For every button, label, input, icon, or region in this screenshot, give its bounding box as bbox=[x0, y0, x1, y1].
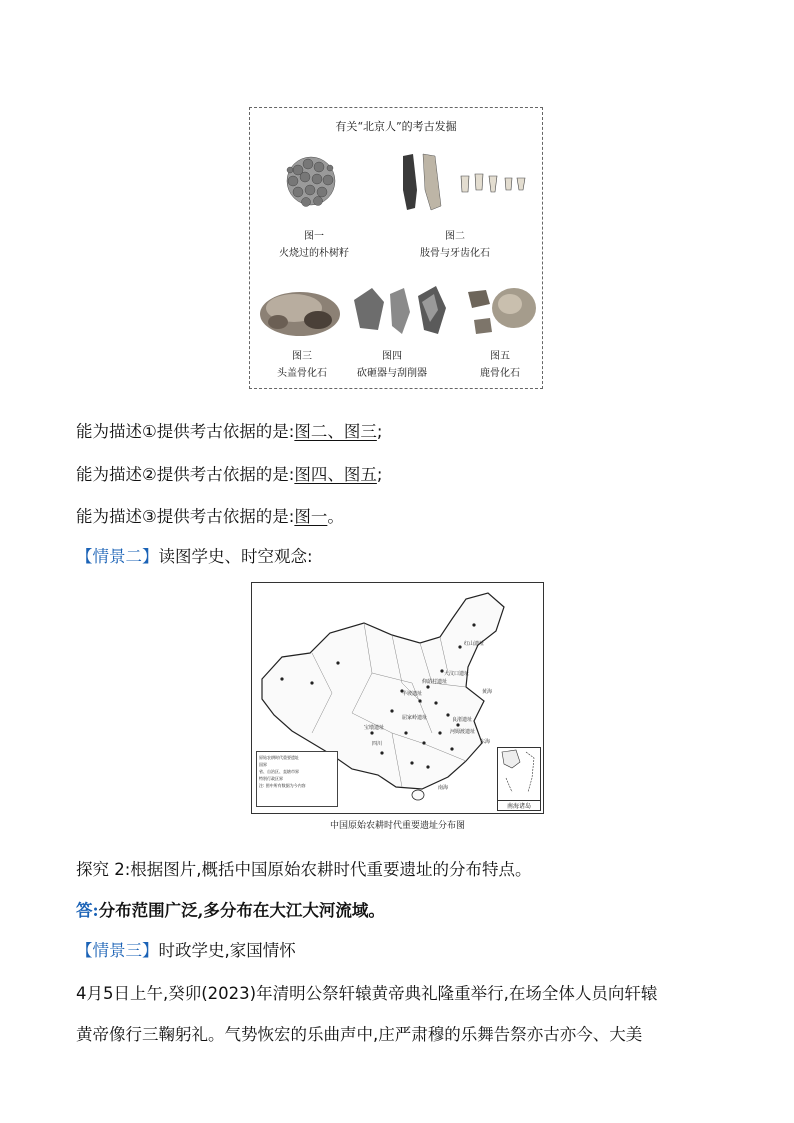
map-label-east-sea: 东海 bbox=[480, 739, 491, 745]
scene-3-heading bbox=[76, 937, 296, 961]
beijing-man-figure bbox=[249, 107, 543, 389]
panel-1-number: 图一 bbox=[304, 231, 324, 242]
explore-2-question: 探究 2:根据图片,概括中国原始农耕时代重要遗址的分布特点。 bbox=[76, 860, 532, 879]
map-label-qujialing: 屈家岭遗址 bbox=[402, 715, 428, 721]
map-label-baodun: 宝墩遗址 bbox=[364, 725, 385, 731]
map-label-yellow-sea: 黄海 bbox=[482, 689, 493, 695]
line-1-answer: 图二、图三 bbox=[294, 422, 377, 441]
south-sea-islands-inset bbox=[497, 747, 541, 811]
panel-3-caption: 头盖骨化石 bbox=[277, 368, 327, 379]
scene-3-text: 时政学史,家国情怀 bbox=[158, 941, 296, 960]
legend-item-border: 国界 bbox=[259, 762, 267, 767]
paragraph-line-1: 4月5日上午,癸卯(2023)年清明公祭轩辕黄帝典礼隆重举行,在场全体人员向轩辕 bbox=[76, 984, 658, 1003]
scene-2-bracket: 【情景二】 bbox=[76, 547, 159, 566]
legend-item-site: 原始农耕时代重要遗址 bbox=[259, 755, 299, 760]
panel-2-caption: 肢骨与牙齿化石 bbox=[420, 248, 490, 259]
scene-3-bracket: 【情景三】 bbox=[76, 941, 159, 960]
legend-note: 注: 图中所有数据为今内容 bbox=[259, 783, 306, 788]
map-label-dawenkou: 大汶口遗址 bbox=[444, 671, 470, 677]
answer-line-1 bbox=[76, 418, 382, 442]
figure-title: 有关“北京人”的考古发掘 bbox=[335, 120, 457, 133]
panel-4-number: 图四 bbox=[382, 351, 402, 362]
map-label-hongshan: 红山遗址 bbox=[464, 641, 485, 647]
hackberry-seeds-image bbox=[278, 150, 344, 212]
map-label-sichuan: 四川 bbox=[372, 741, 383, 747]
line-2-suffix: ; bbox=[376, 465, 383, 484]
paragraph-line-2: 黄帝像行三鞠躬礼。气势恢宏的乐曲声中,庄严肃穆的乐舞告祭亦古亦今、大美 bbox=[76, 1025, 643, 1044]
answer-text: 分布范围广泛,多分布在大江大河流域。 bbox=[98, 901, 385, 920]
panel-2-number: 图二 bbox=[445, 231, 465, 242]
answer-line-2 bbox=[76, 461, 382, 485]
inset-map-svg bbox=[498, 748, 540, 798]
map-label-hemudu: 河姆渡遗址 bbox=[450, 729, 476, 735]
inset-label: 南海诸岛 bbox=[498, 800, 540, 810]
explore-2-answer bbox=[76, 897, 385, 921]
panel-1-caption: 火烧过的朴树籽 bbox=[279, 248, 349, 259]
line-1-prefix: 能为描述①提供考古依据的是: bbox=[76, 422, 295, 441]
limb-bone-teeth-image bbox=[395, 150, 535, 216]
line-3-answer: 图一 bbox=[294, 507, 328, 526]
line-1-suffix: ; bbox=[376, 422, 383, 441]
answer-line-3 bbox=[76, 503, 344, 527]
map-label-yangshao: 仰韶村遗址 bbox=[422, 679, 448, 685]
scene-2-heading bbox=[76, 543, 313, 567]
map-label-banpo: 半坡遗址 bbox=[402, 691, 423, 697]
china-sites-map bbox=[251, 582, 544, 814]
scene-2-text: 读图学史、时空观念: bbox=[158, 547, 313, 566]
map-caption: 中国原始农耕时代重要遗址分布图 bbox=[329, 821, 465, 831]
map-label-liangzhu: 良渚遗址 bbox=[452, 717, 473, 723]
stone-tools-image bbox=[350, 282, 450, 342]
panel-3-number: 图三 bbox=[292, 351, 312, 362]
panel-5-number: 图五 bbox=[490, 351, 510, 362]
line-3-suffix: 。 bbox=[327, 507, 344, 526]
line-3-prefix: 能为描述③提供考古依据的是: bbox=[76, 507, 295, 526]
answer-label: 答: bbox=[76, 901, 99, 920]
line-2-prefix: 能为描述②提供考古依据的是: bbox=[76, 465, 295, 484]
map-legend bbox=[256, 751, 338, 807]
line-2-answer: 图四、图五 bbox=[294, 465, 377, 484]
map-label-south-sea: 南海 bbox=[438, 785, 449, 791]
legend-item-sar: 特别行政区界 bbox=[259, 776, 283, 781]
panel-4-caption: 砍砸器与刮削器 bbox=[357, 368, 427, 379]
legend-item-province: 省、自治区、直辖市界 bbox=[259, 769, 299, 774]
panel-5-caption: 鹿骨化石 bbox=[480, 368, 520, 379]
skull-fossil-image bbox=[256, 284, 346, 340]
deer-bone-fossil-image bbox=[460, 282, 540, 342]
